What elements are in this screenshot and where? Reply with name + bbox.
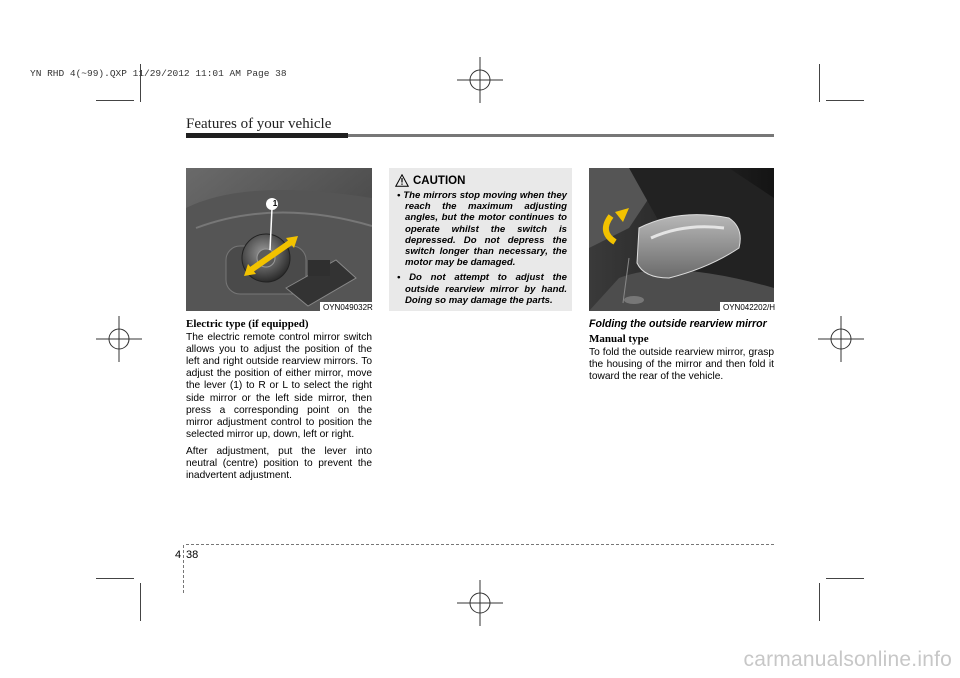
registration-mark-right (818, 316, 864, 362)
left-column (186, 318, 372, 487)
crop-mark (826, 578, 864, 579)
caution-item-text: The mirrors stop moving when they reach the maximum adjusting angles, but the motor continues to operate whilst the switch is depressed. Do not depress the switch longer than necessary, the motor may be damaged. (403, 190, 567, 269)
print-slug: YN RHD 4(~99).QXP 11/29/2012 11:01 AM Page 38 (30, 68, 287, 79)
figure-code: OYN042202/H (720, 302, 778, 314)
watermark: carmanualsonline.info (743, 648, 952, 671)
caution-item-text: Do not attempt to adjust the outside rearview mirror by hand. Doing so may damage the parts. (405, 272, 567, 306)
section-number: 4 (175, 549, 182, 561)
registration-mark-top (457, 57, 503, 103)
caution-list (395, 190, 567, 310)
section-title: Features of your vehicle (186, 116, 332, 132)
caution-box (389, 168, 572, 311)
caution-item: • Do not attempt to adjust the outside rearview mirror by hand. Doing so may damage the parts. (397, 272, 567, 306)
mirror-switch-photo (186, 168, 372, 311)
body-paragraph: To fold the outside rearview mirror, grasp the housing of the mirror and then fold it toward the rear of the vehicle. (589, 347, 774, 383)
right-column (589, 318, 774, 388)
registration-mark-bottom (457, 580, 503, 626)
crop-mark (826, 100, 864, 101)
crop-mark (96, 578, 134, 579)
crop-mark (140, 583, 141, 621)
electric-type-heading: Electric type (if equipped) (186, 318, 309, 330)
title-rule-accent (186, 133, 348, 138)
figure-callout-number: 1 (272, 199, 278, 208)
crop-mark (819, 583, 820, 621)
caution-item: • The mirrors stop moving when they reach the maximum adjusting angles, but the motor continues to operate whilst the switch is depressed. Do not depress the switch longer than necessary, the motor may be damaged. (397, 190, 567, 269)
footer-divider (183, 545, 184, 593)
body-paragraph: After adjustment, put the lever into neutral (centre) position to prevent the inadvertent adjustment. (186, 445, 372, 482)
registration-mark-left (96, 316, 142, 362)
folding-mirror-heading: Folding the outside rearview mirror (589, 318, 767, 330)
crop-mark (819, 64, 820, 102)
crop-mark (96, 100, 134, 101)
outside-mirror-photo (589, 168, 774, 311)
page-number: 38 (186, 549, 199, 561)
footer-rule (186, 544, 774, 545)
manual-type-subheading: Manual type (589, 333, 649, 346)
body-paragraph: The electric remote control mirror switch allows you to adjust the position of the left and right outside rearview mirrors. To adjust the position of either mirror, move the lever (1) to R or L to select the right side mirror or the left side mirror, then press a corresponding point on the mirror adjustment control to position the selected mirror up, down, left or right. (186, 332, 372, 440)
figure-code: OYN049032R (320, 302, 376, 314)
caution-title: CAUTION (413, 175, 466, 187)
warning-triangle-icon (395, 174, 409, 187)
